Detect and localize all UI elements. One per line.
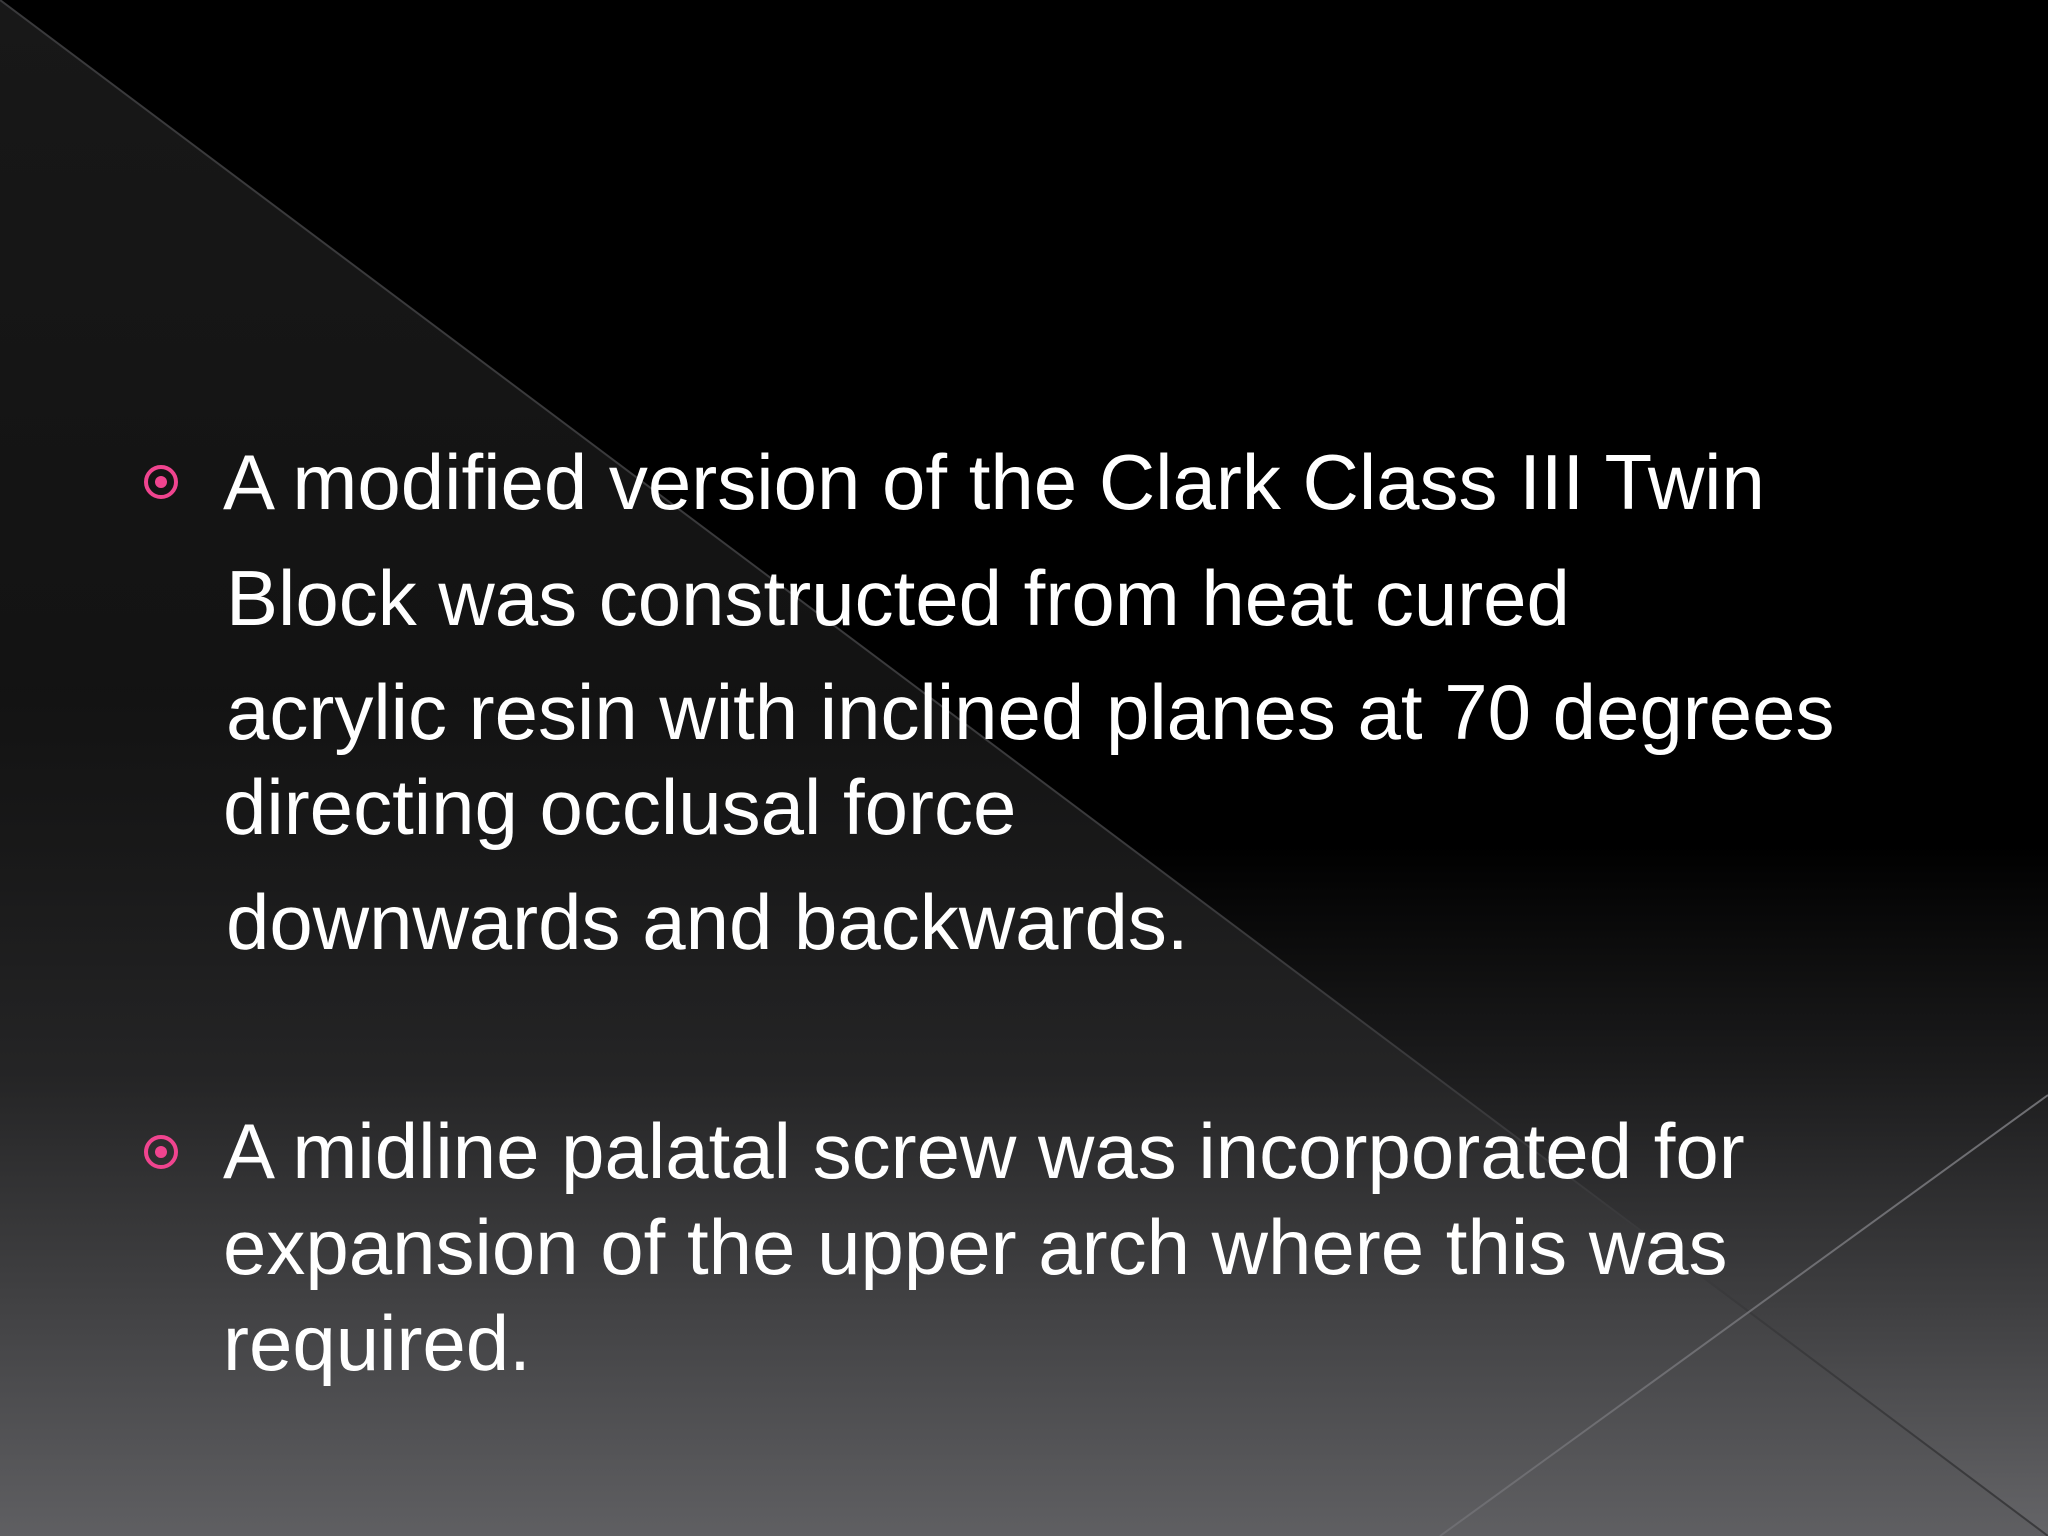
bullet-circle-icon [144, 1135, 178, 1169]
bullet-text-line: expansion of the upper arch where this was [223, 1203, 1728, 1291]
bullet-text-line: A modified version of the Clark Class III Twin [223, 438, 1765, 526]
bullet-text-line: A midline palatal screw was incorporated for [223, 1107, 1745, 1195]
bullet-text-line: required. [223, 1299, 531, 1387]
bullet-text-line: downwards and backwards. [226, 878, 1189, 966]
bullet-text-line: acrylic resin with inclined planes at 70 degrees [226, 668, 1835, 756]
bullet-text-line: Block was constructed from heat cured [226, 554, 1570, 642]
bullet-text-line: directing occlusal force [223, 763, 1017, 851]
bullet-circle-icon [144, 465, 178, 499]
